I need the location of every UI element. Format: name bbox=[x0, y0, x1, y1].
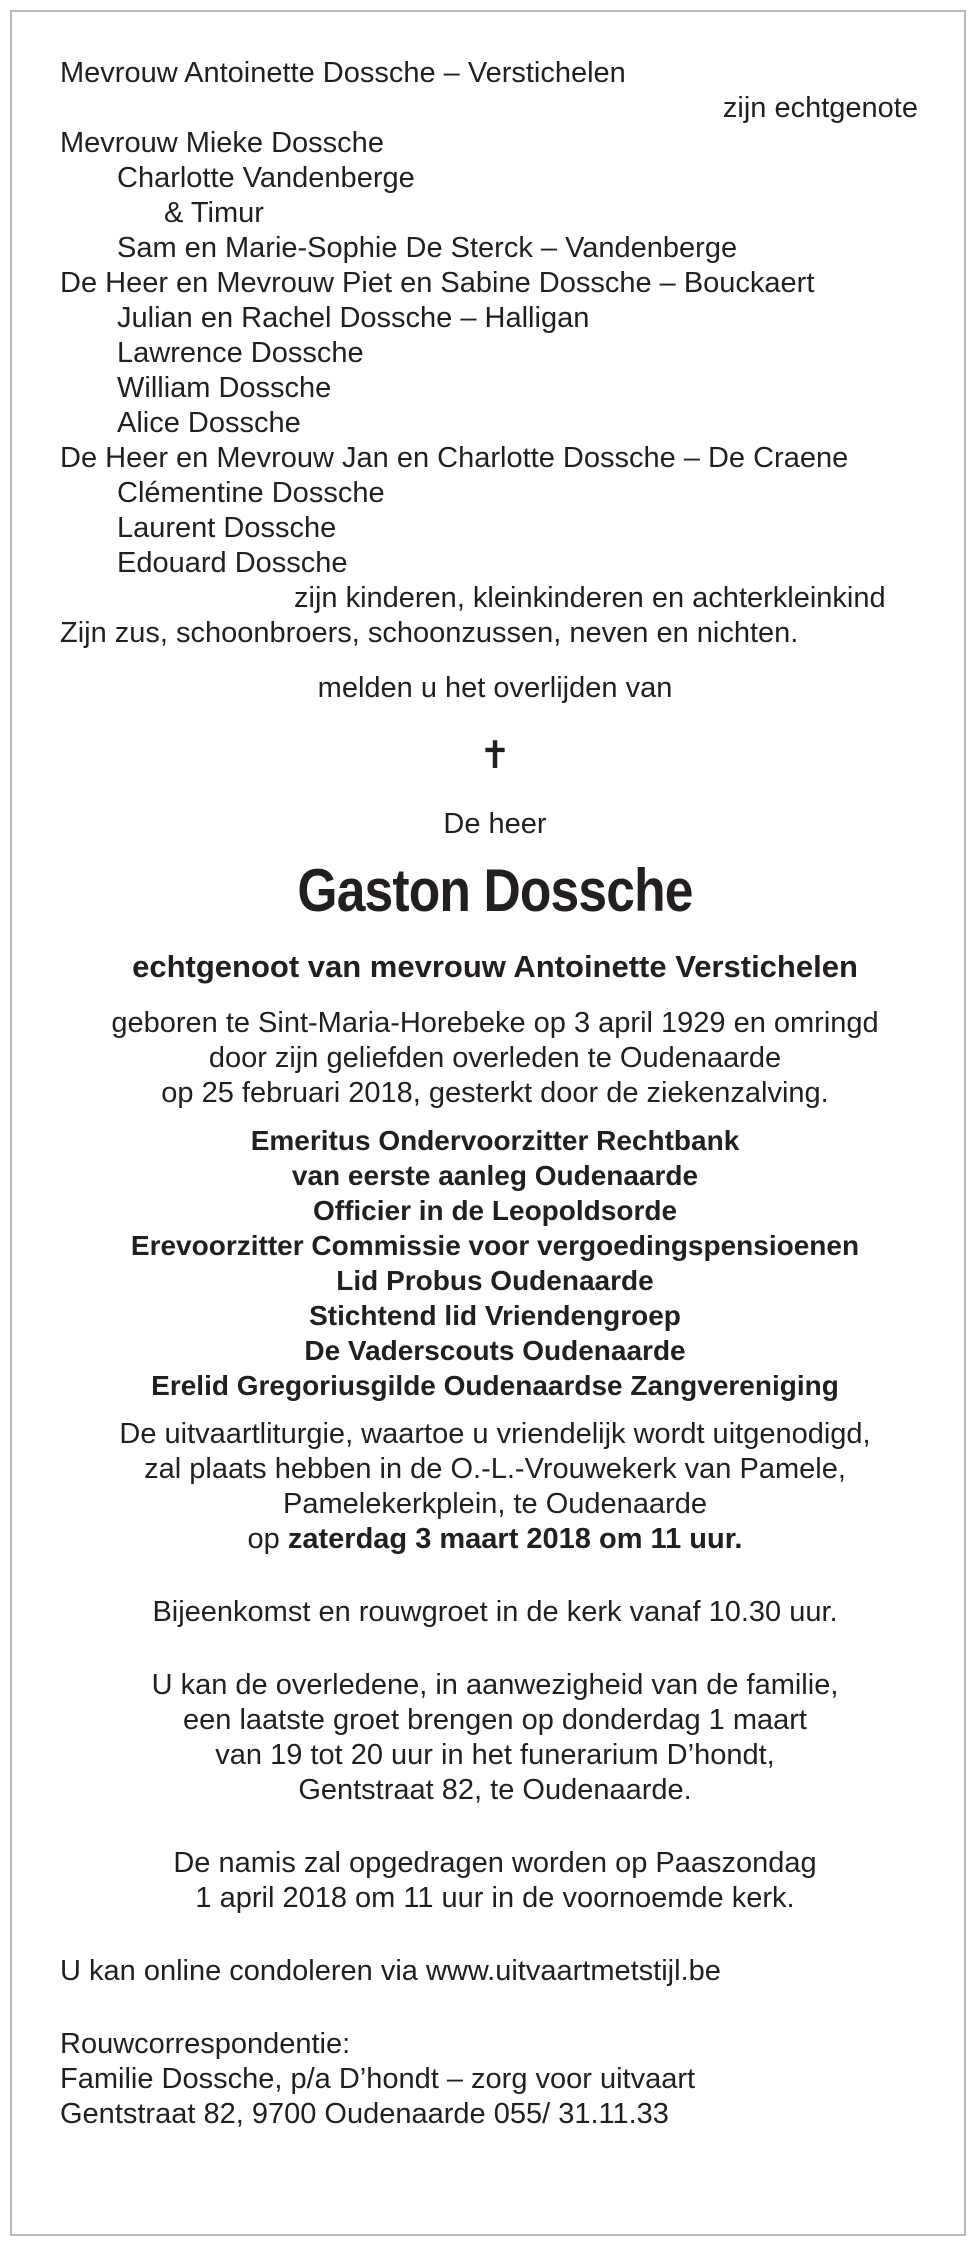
spouse-line: Mevrouw Antoinette Dossche – Verstichelen bbox=[60, 57, 626, 89]
funeral-line: Pamelekerkplein, te Oudenaarde bbox=[283, 1488, 707, 1520]
correspondence-block bbox=[60, 2027, 930, 2132]
viewing-line: van 19 tot 20 uur in het funerarium D’hondt, bbox=[215, 1739, 775, 1771]
viewing-block bbox=[60, 1668, 930, 1808]
deceased-name: Gaston Dossche bbox=[297, 857, 693, 924]
family-member: Edouard Dossche bbox=[117, 547, 348, 579]
birth-death-line: door zijn geliefden overleden te Oudenaarde bbox=[208, 1042, 782, 1074]
family-member: Sam en Marie-Sophie De Sterck – Vandenberge bbox=[117, 232, 738, 264]
funeral-line: De uitvaartliturgie, waartoe u vriendelijk wordt uitgenodigd, bbox=[119, 1418, 871, 1450]
announcement-intro: melden u het overlijden van bbox=[317, 672, 673, 704]
relatives-line: Zijn zus, schoonbroers, schoonzussen, neven en nichten. bbox=[60, 617, 799, 649]
funeral-line: zal plaats hebben in de O.-L.-Vrouwekerk van Pamele, bbox=[144, 1453, 846, 1485]
month-mind-line: 1 april 2018 om 11 uur in de voornoemde kerk. bbox=[195, 1882, 795, 1914]
birth-death-line: geboren te Sint-Maria-Horebeke op 3 april 1929 en omringd bbox=[111, 1007, 879, 1039]
funeral-date: zaterdag 3 maart 2018 om 11 uur. bbox=[287, 1523, 743, 1555]
family-member: Laurent Dossche bbox=[117, 512, 337, 544]
honorific: De heer bbox=[443, 808, 547, 840]
family-member: Alice Dossche bbox=[117, 407, 301, 439]
family-member: De Heer en Mevrouw Piet en Sabine Dossche – Bouckaert bbox=[60, 267, 815, 299]
family-member: De Heer en Mevrouw Jan en Charlotte Dossche – De Craene bbox=[60, 442, 849, 474]
birth-death-block bbox=[60, 1006, 930, 1111]
spouse-role: zijn echtgenote bbox=[722, 92, 918, 124]
family-member: Lawrence Dossche bbox=[117, 337, 364, 369]
title-line: Erevoorzitter Commissie voor vergoedingspensioenen bbox=[130, 1230, 860, 1261]
family-members-list bbox=[60, 126, 930, 581]
month-mind-line: De namis zal opgedragen worden op Paaszondag bbox=[173, 1847, 817, 1879]
funeral-block bbox=[60, 1417, 930, 1557]
correspondence-heading: Rouwcorrespondentie: bbox=[60, 2028, 351, 2060]
family-member: Julian en Rachel Dossche – Halligan bbox=[117, 302, 590, 334]
title-line: Emeritus Ondervoorzitter Rechtbank bbox=[250, 1125, 740, 1156]
title-line: Stichtend lid Vriendengroep bbox=[309, 1300, 681, 1331]
titles-block bbox=[60, 1123, 930, 1403]
title-line: Officier in de Leopoldsorde bbox=[312, 1195, 678, 1226]
children-role: zijn kinderen, kleinkinderen en achterkleinkind bbox=[294, 582, 886, 614]
family-member: William Dossche bbox=[117, 372, 332, 404]
funeral-date-line bbox=[60, 1522, 930, 1557]
viewing-line: U kan de overledene, in aanwezigheid van de familie, bbox=[151, 1669, 839, 1701]
family-member: & Timur bbox=[164, 197, 264, 229]
title-line: Erelid Gregoriusgilde Oudenaardse Zangvereniging bbox=[151, 1370, 839, 1401]
family-member: Charlotte Vandenberge bbox=[117, 162, 415, 194]
correspondence-address-line: Familie Dossche, p/a D’hondt – zorg voor uitvaart bbox=[60, 2063, 696, 2095]
viewing-line: Gentstraat 82, te Oudenaarde. bbox=[298, 1774, 692, 1806]
cross-icon: ✝ bbox=[479, 735, 511, 777]
spouse-of-line: echtgenoot van mevrouw Antoinette Verstichelen bbox=[132, 949, 858, 984]
online-condolence-line: U kan online condoleren via www.uitvaartmetstijl.be bbox=[60, 1955, 721, 1987]
title-line: van eerste aanleg Oudenaarde bbox=[291, 1160, 699, 1191]
funeral-date-prefix: op bbox=[247, 1523, 288, 1555]
title-line: De Vaderscouts Oudenaarde bbox=[304, 1335, 686, 1366]
notice-content bbox=[60, 56, 930, 2132]
family-member: Mevrouw Mieke Dossche bbox=[60, 127, 384, 159]
correspondence-address-line: Gentstraat 82, 9700 Oudenaarde 055/ 31.11.33 bbox=[60, 2098, 669, 2130]
gathering-line: Bijeenkomst en rouwgroet in de kerk vanaf 10.30 uur. bbox=[152, 1596, 838, 1628]
viewing-line: een laatste groet brengen op donderdag 1 maart bbox=[183, 1704, 807, 1736]
title-line: Lid Probus Oudenaarde bbox=[336, 1265, 654, 1296]
family-member: Clémentine Dossche bbox=[117, 477, 385, 509]
death-notice-card bbox=[10, 10, 966, 2236]
birth-death-line: op 25 februari 2018, gesterkt door de ziekenzalving. bbox=[161, 1077, 829, 1109]
month-mind-block bbox=[60, 1846, 930, 1916]
